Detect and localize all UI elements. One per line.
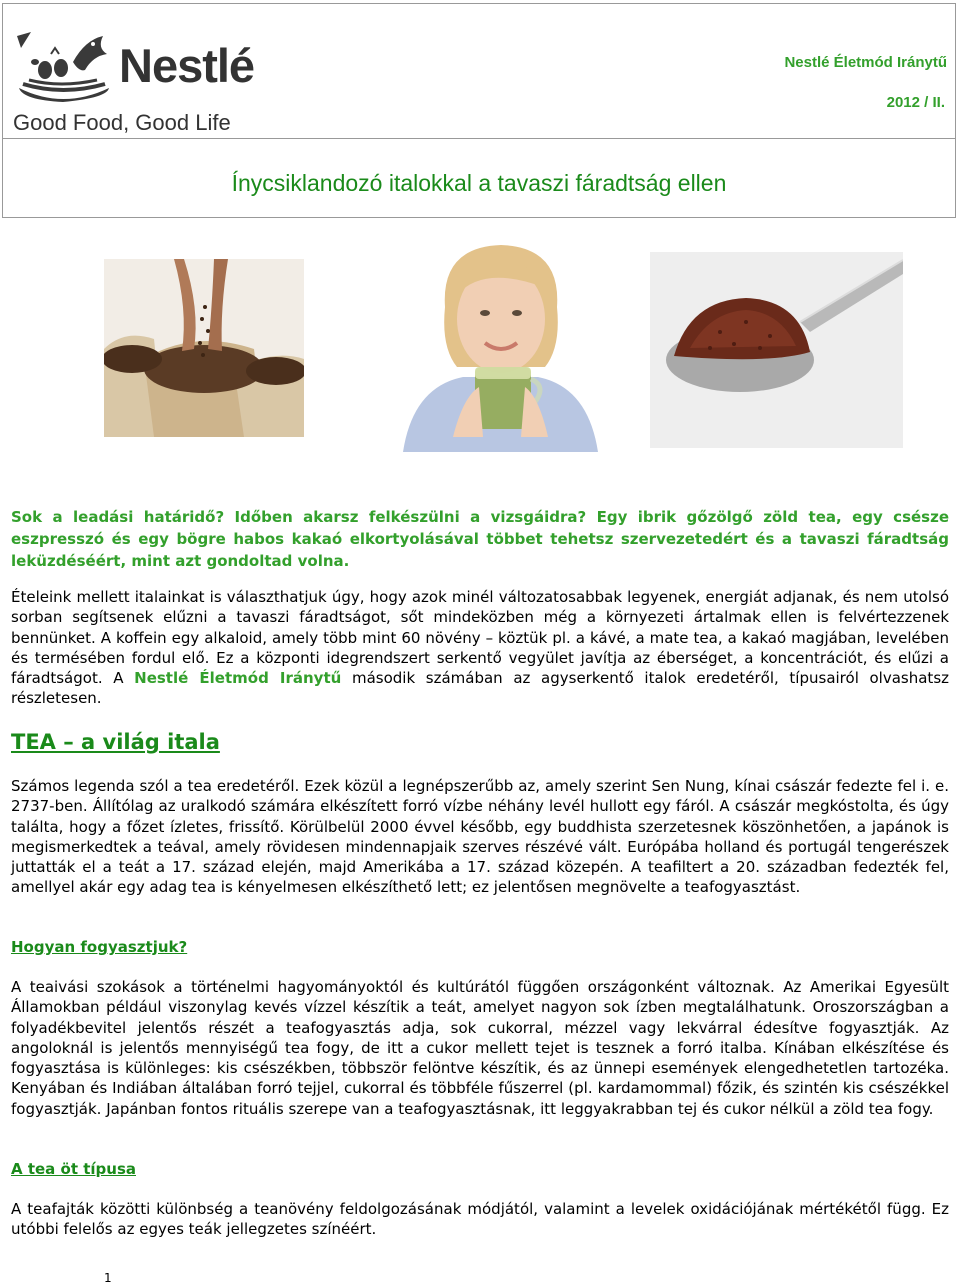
logo-wordmark: Nestlé [119, 39, 255, 92]
how-paragraph: A teaivási szokások a történelmi hagyományoktól és kultúrától függően országonként változnak. Az Amerikai Egyesült Államokban például viszonylag kevés vízzel készítik a teát, amelyet nagyon sok ízben megtalálhatunk. Oroszországban a folyadékbevitel jelentős részét a teafogyasztás adja, sok cukorral, mézzel vagy lekvárral édesítve fogyasztják. Az angoloknál is jelentős mennyiségű tea fogy, de itt a cukor mellett tejet is tesznek a forró italba. Kínában elkészítése és fogyasztása is különleges: kis csészékben, többször felöntve készítik, és az ünnepi események elengedhetetlen tartozéka. Kenyában és Indiában általában forró tejjel, cukorral és többféle fűszerrel (pl. kardamommal) főzik, és szintén kis csészékkel fogyasztják. Japánban fontos rituális szerepe van a teafogyasztásnak, itt leggyakrabban tej és cukor nélkül a zöld tea fogy. [11, 978, 949, 1118]
section-heading-types: A tea öt típusa [11, 1160, 136, 1178]
publication-name: Nestlé Életmód Iránytű [784, 54, 947, 71]
intro-paragraph [11, 587, 949, 709]
bird-nest-icon [11, 26, 115, 106]
section-heading-how: Hogyan fogyasztjuk? [11, 938, 188, 956]
types-paragraph: A teafajták közötti különbség a teanövény feldolgozásának módjától, valamint a levelek oxidációjának mértékétől függ. Ez utóbbi felelős az egyes teák jellegzetes színéért. [11, 1200, 949, 1239]
section-heading-tea: TEA – a világ itala [11, 730, 220, 754]
woman-with-tea-image [393, 237, 608, 452]
page-number: 1 [104, 1271, 112, 1285]
cocoa-powder-spoon-image [650, 252, 903, 448]
page-title: Ínycsiklandozó italokkal a tavaszi fáradtság ellen [231, 170, 727, 196]
lead-paragraph: Sok a leadási határidő? Időben akarsz felkészülni a vizsgáidra? Egy ibrik gőzölgő zöld tea, egy csésze eszpresszó és egy bögre habos kakaó elkortyolásával többet tehetsz szervezetedért és a tavaszi fáradtság leküzdéséért, mint azt gondoltad volna. [11, 508, 949, 570]
brand-name-inline: Nestlé Életmód Iránytű [134, 669, 342, 688]
intro-text: Ételeink mellett italainkat is választhatjuk úgy, hogy azok minél változatosabbak legyenek, energiát adjanak, és nem utolsó sorban segítsenek elűzni a tavaszi fáradtságot, sőt mindeközben még a környezeti ártalmak ellen is felvértezzenek bennünket. A koffein egy alkaloid, amely több mint 60 növény – köztük pl. a kávé, a mate tea, a kakaó magjában, levelében és termésében fordul elő. Ez a központi idegrendszert serkentő vegyület javítja az éberséget, a koncentrációt, és elűzi a fáradtságot. A [11, 588, 949, 688]
header-box [2, 3, 956, 218]
nestle-logo [11, 18, 271, 138]
tea-paragraph: Számos legenda szól a tea eredetéről. Ezek közül a legnépszerűbb az, amely szerint Sen Nung, kínai császár fedezte fel i. e. 2737-ben. Állítólag az uralkodó számára elkészített forró vízbe néhány levél hullott egy fáról. A császár megkóstolta, és úgy találta, hogy a főzet ízletes, frissítő. Körülbelül 2000 évvel később, egy buddhista szerzetesnek köszönhetően, a japánok is megismerkedtek a teával, amely rövidesen mindennapjaik szerves részévé vált. Európába holland és portugál tengerészek juttatták el a teát a 17. század elején, majd Amerikába a 17. század közepén. A teafiltert a 20. században fedezték fel, amellyel akár egy adag tea is kényelmesen elkészíthető lett; ez jelentősen megnövelte a teafogyasztást. [11, 777, 949, 897]
cocoa-beans-sack-image [104, 259, 304, 437]
publication-issue: 2012 / II. [886, 94, 945, 111]
header-divider [3, 138, 955, 139]
intro-text-end: második számában az agyserkentő italok eredetéről, típusairól olvashatsz részletesen. [11, 669, 950, 708]
logo-tagline: Good Food, Good Life [13, 110, 231, 135]
